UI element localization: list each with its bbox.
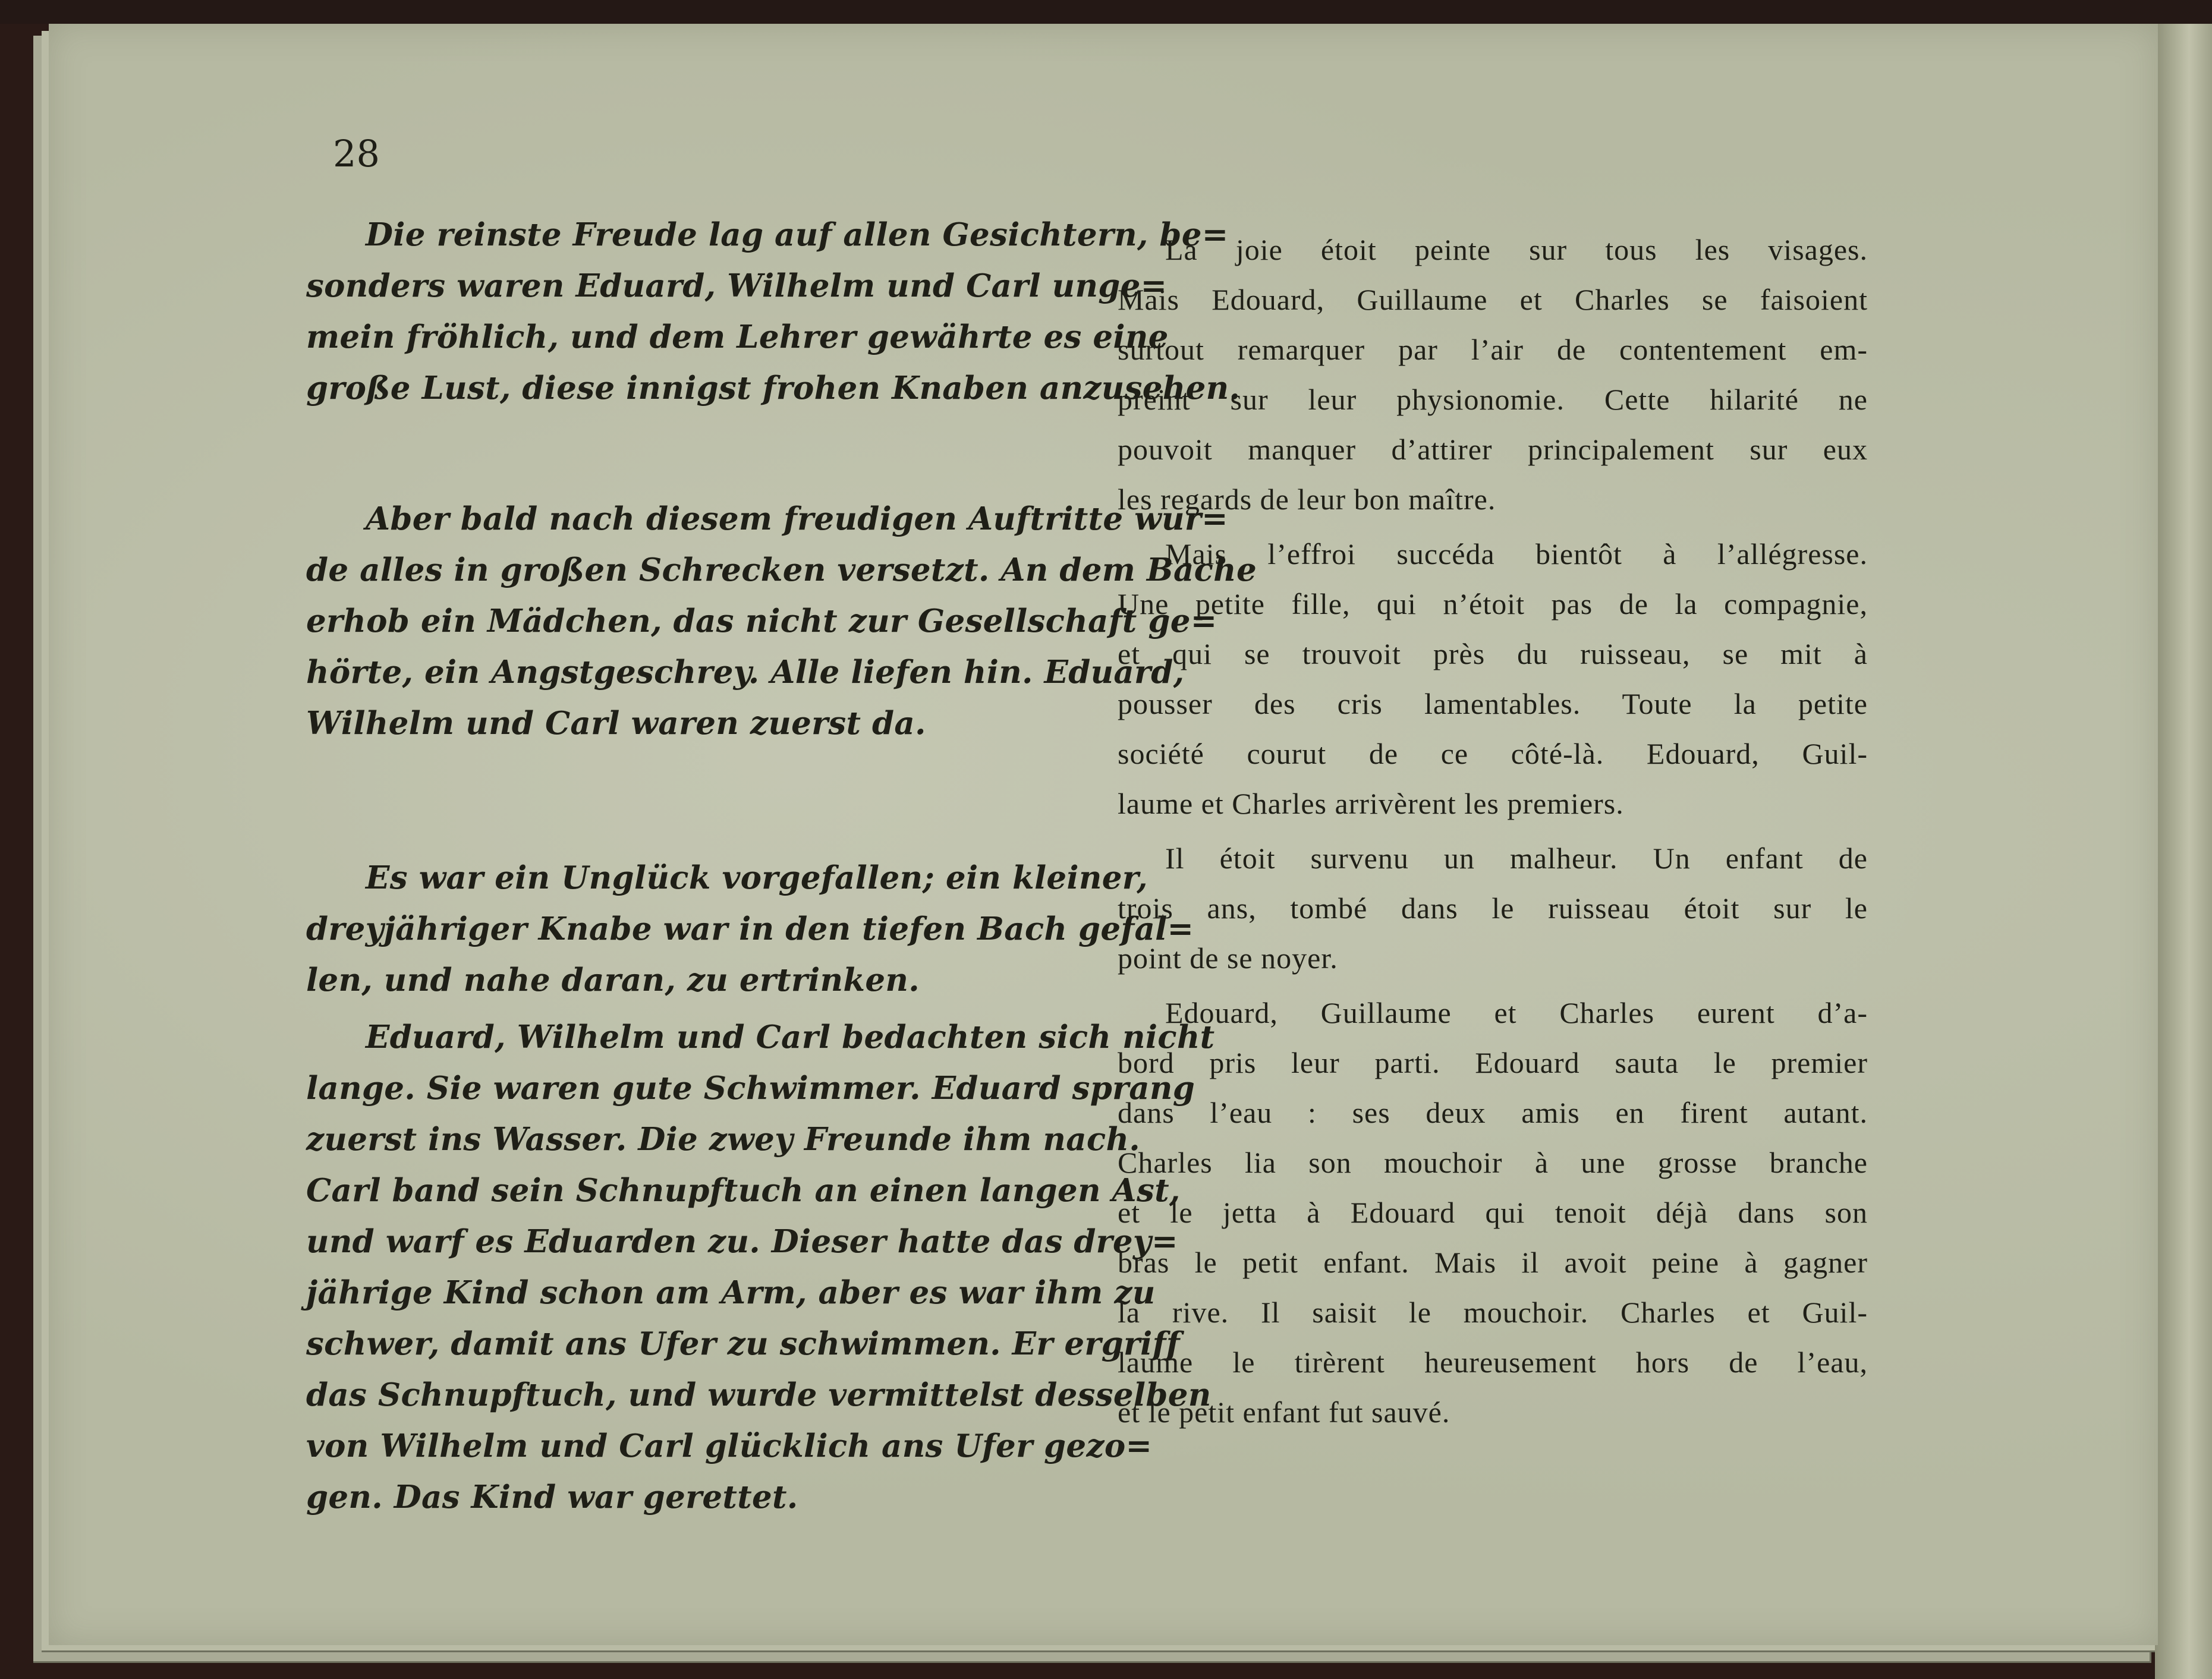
text-line: preint sur leur physionomie. Cette hilarité ne <box>1118 383 1868 416</box>
text-line: dreyjähriger Knabe war in den tiefen Bach gefal= <box>306 911 1194 947</box>
text-line: et qui se trouvoit près du ruisseau, se mit à <box>1118 637 1868 670</box>
text-line: mein fröhlich, und dem Lehrer gewährte es eine <box>306 319 1169 355</box>
text-line: La joie étoit peinte sur tous les visages. <box>1165 233 1868 266</box>
text-line: schwer, damit ans Ufer zu schwimmen. Er ergriff <box>306 1325 1180 1362</box>
text-line: Charles lia son mouchoir à une grosse branche <box>1118 1146 1868 1179</box>
text-line: gen. Das Kind war gerettet. <box>306 1479 798 1516</box>
french-text-column <box>1118 225 1868 1437</box>
text-line: Une petite fille, qui n’étoit pas de la compagnie, <box>1118 587 1868 620</box>
text-line: bras le petit enfant. Mais il avoit peine à gagner <box>1118 1246 1868 1279</box>
text-line: les regards de leur bon maître. <box>1118 483 1496 516</box>
text-line: und warf es Eduarden zu. Dieser hatte das drey= <box>306 1223 1178 1260</box>
book-gutter <box>2155 24 2212 1679</box>
french-paragraph <box>1118 833 1868 983</box>
text-line: len, und nahe daran, zu ertrinken. <box>306 962 920 998</box>
text-line: große Lust, diese innigst frohen Knaben anzusehen. <box>306 370 1241 407</box>
page-number: 28 <box>333 132 380 175</box>
text-line: Carl band sein Schnupftuch an einen langen Ast, <box>306 1172 1181 1209</box>
text-line: Wilhelm und Carl waren zuerst da. <box>306 705 926 742</box>
german-paragraph <box>306 209 1241 414</box>
text-line: Eduard, Wilhelm und Carl bedachten sich nicht <box>366 1019 1215 1056</box>
text-line: sonders waren Eduard, Wilhelm und Carl unge= <box>306 267 1168 304</box>
text-line: de alles in großen Schrecken versetzt. An dem Bache <box>306 552 1257 588</box>
text-line: Il étoit survenu un malheur. Un enfant de <box>1165 842 1868 875</box>
french-paragraph <box>1118 988 1868 1437</box>
text-line: et le jetta à Edouard qui tenoit déjà dans son <box>1118 1196 1868 1229</box>
text-line: société courut de ce côté-là. Edouard, Guil- <box>1118 737 1868 770</box>
text-line: von Wilhelm und Carl glücklich ans Ufer gezo= <box>306 1428 1153 1464</box>
text-line: point de se noyer. <box>1118 941 1338 975</box>
text-line: erhob ein Mädchen, das nicht zur Gesellschaft ge= <box>306 603 1217 640</box>
text-line: la rive. Il saisit le mouchoir. Charles et Guil- <box>1118 1296 1868 1329</box>
text-line: Die reinste Freude lag auf allen Gesichtern, be= <box>366 216 1229 253</box>
text-line: jährige Kind schon am Arm, aber es war ihm zu <box>306 1274 1156 1311</box>
text-line: pouvoit manquer d’attirer principalement sur eux <box>1118 433 1868 466</box>
text-line: laume et Charles arrivèrent les premiers. <box>1118 787 1624 820</box>
text-line: Mais Edouard, Guillaume et Charles se faisoient <box>1118 283 1868 316</box>
text-line: zuerst ins Wasser. Die zwey Freunde ihm nach. <box>306 1121 1141 1158</box>
text-line: surtout remarquer par l’air de contentement em- <box>1118 333 1868 366</box>
text-line: dans l’eau : ses deux amis en firent autant. <box>1118 1096 1868 1129</box>
text-line: trois ans, tombé dans le ruisseau étoit sur le <box>1118 892 1868 925</box>
french-paragraph <box>1118 225 1868 524</box>
german-paragraph <box>306 852 1194 1006</box>
text-line: Es war ein Unglück vorgefallen; ein kleiner, <box>366 859 1148 896</box>
text-line: Edouard, Guillaume et Charles eurent d’a- <box>1165 996 1868 1029</box>
text-line: et le petit enfant fut sauvé. <box>1118 1396 1450 1429</box>
text-line: das Schnupftuch, und wurde vermittelst desselben <box>306 1376 1212 1413</box>
text-line: Mais l’effroi succéda bientôt à l’allégresse. <box>1165 537 1868 571</box>
text-line: bord pris leur parti. Edouard sauta le premier <box>1118 1046 1868 1079</box>
text-line: lange. Sie waren gute Schwimmer. Eduard sprang <box>306 1070 1195 1107</box>
text-line: pousser des cris lamentables. Toute la petite <box>1118 687 1868 720</box>
top-edge <box>0 0 2212 24</box>
text-line: Aber bald nach diesem freudigen Auftritte wur= <box>366 500 1228 537</box>
text-line: laume le tirèrent heureusement hors de l’eau, <box>1118 1346 1868 1379</box>
german-paragraph <box>306 493 1257 749</box>
french-paragraph <box>1118 529 1868 829</box>
text-line: hörte, ein Angstgeschrey. Alle liefen hin. Eduard, <box>306 654 1185 691</box>
german-paragraph <box>306 1012 1215 1523</box>
